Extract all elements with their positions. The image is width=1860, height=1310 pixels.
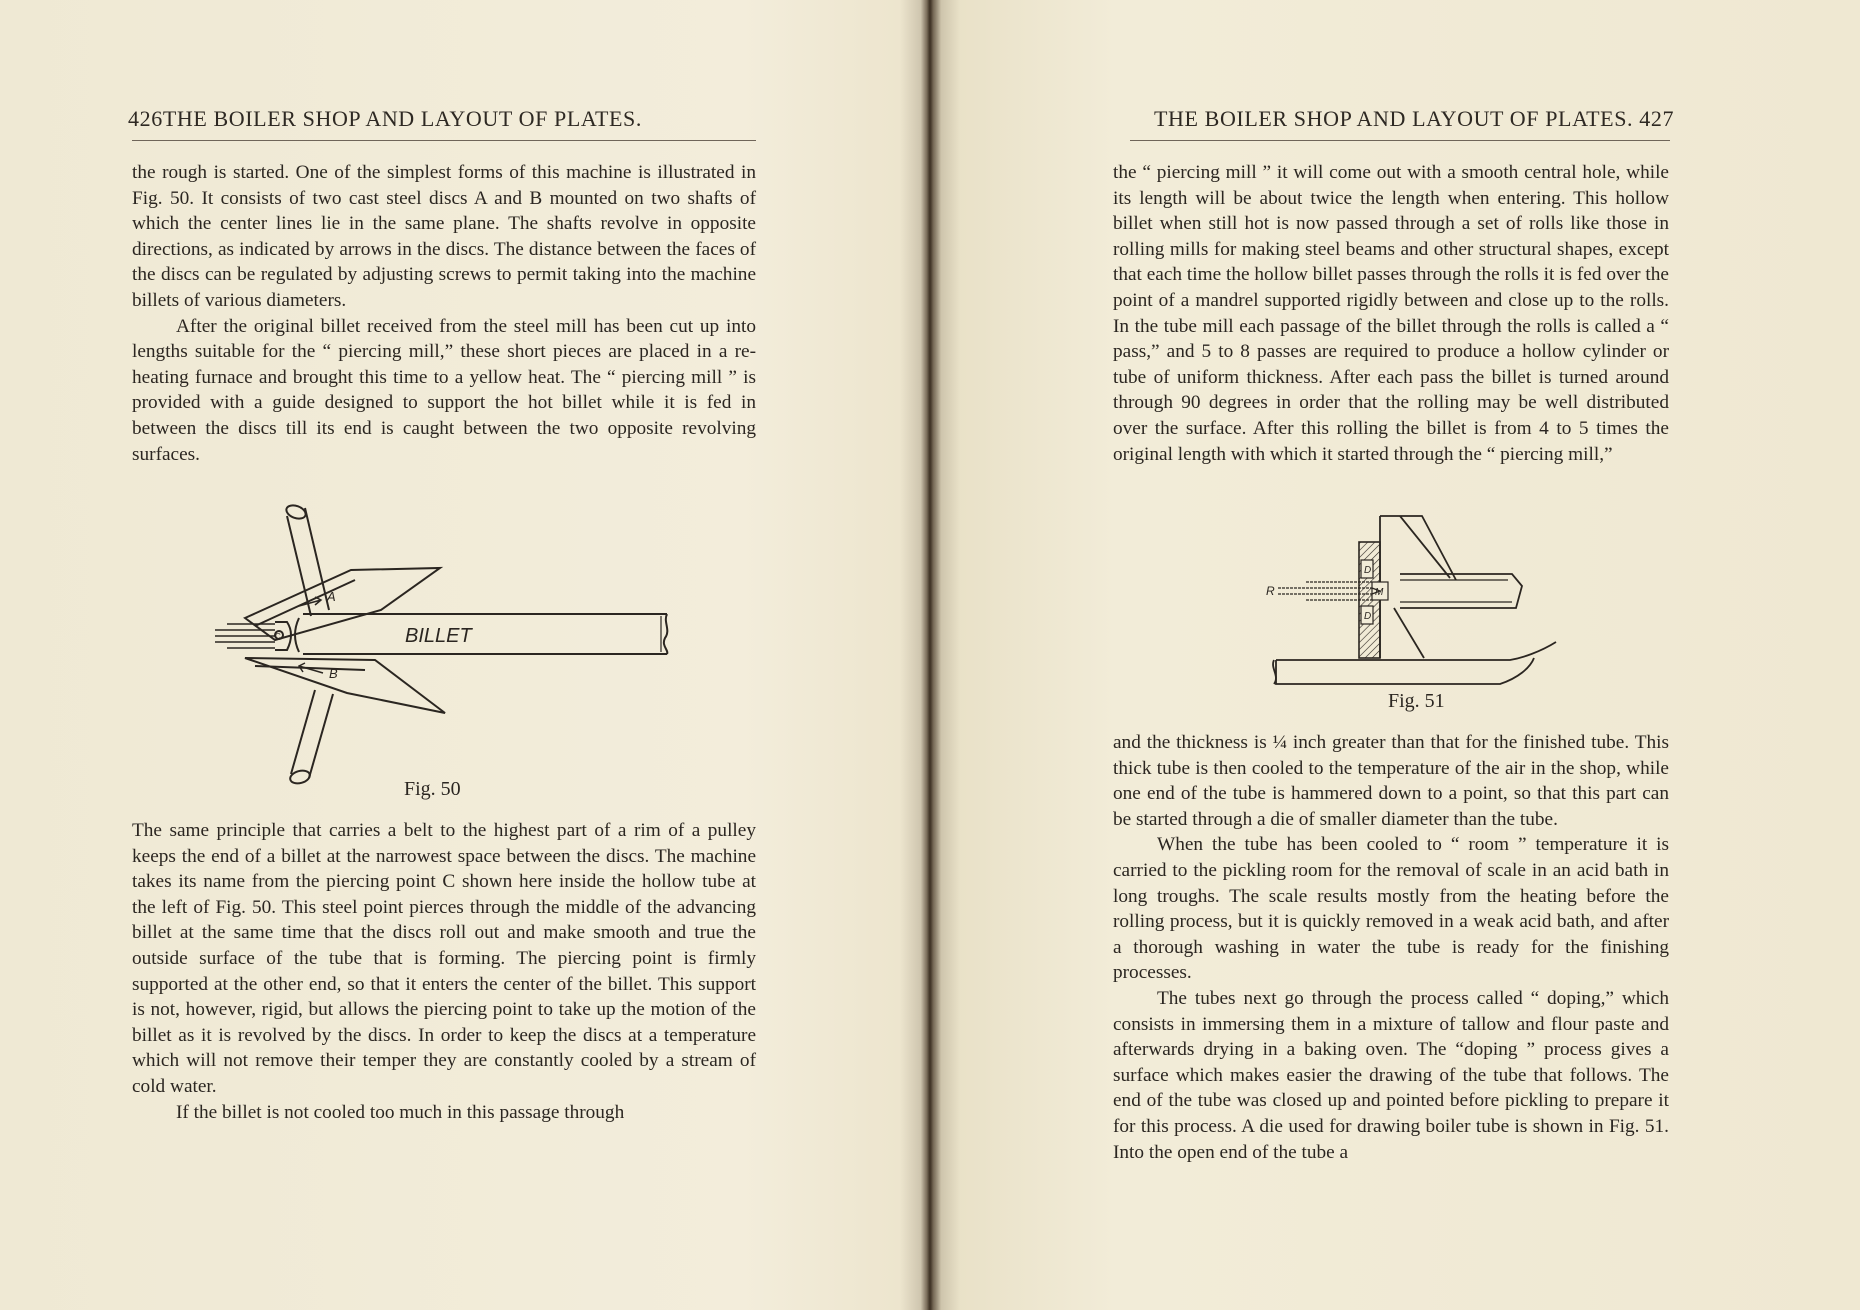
piercing-point-c-label: C: [275, 632, 281, 641]
mandrel-m-label: M: [1375, 587, 1384, 598]
right-body-top: [1113, 160, 1669, 467]
right-page: [930, 0, 1860, 1310]
figure-51-tube-drawing-die-diagram: [1260, 508, 1560, 688]
figure-50-piercing-mill-diagram: [215, 498, 685, 788]
disc-a-label: A: [327, 589, 336, 604]
figure-51-caption: Fig. 51: [1388, 690, 1445, 712]
left-paragraph-2: After the original billet received from the steel mill has been cut up into lengths suitable for the “ piercing mill,” these short pieces are placed in a re-heating furnace and brought this time to a yellow heat. The “ piercing mill ” is provided with a guide designed to support the hot billet while it is fed in between the discs till its end is caught between the two opposite revolving surfaces.: [132, 315, 756, 465]
left-paragraph-1: the rough is started. One of the simplest forms of this machine is illustrated in Fig. 50. It consists of two cast steel discs A and B mounted on two shafts of which the center lines lie in the same plane. The shafts revolve in opposite directions, as indicated by arrows in the discs. The distance between the faces of the discs can be regulated by adjusting screws to permit taking into the machine billets of various diameters.: [132, 162, 756, 311]
right-running-head: [1154, 106, 1674, 132]
left-body-top: [132, 160, 756, 467]
left-paragraph-3: The same principle that carries a belt to the highest part of a rim of a pulley keeps the end of a billet at the narrowest space between the discs. The machine takes its name from the piercing point C shown here inside the hollow tube at the left of Fig. 50. This steel point pierces through the middle of the advancing billet at the same time that the discs roll out and make smooth and true the outside surface of the tube that is forming. The piercing point is firmly supported at the other end, so that it enters the center of the billet. This support is not, however, rigid, but allows the piercing point to take up the motion of the billet as it is revolved by the discs. In order to keep the discs at a temperature which will not remove their temper they are constantly cooled by a stream of cold water.: [132, 820, 756, 1097]
billet-label: BILLET: [405, 625, 472, 647]
right-header-rule: [1130, 140, 1670, 141]
left-header-rule: [132, 140, 756, 141]
left-paragraph-4: If the billet is not cooled too much in this passage through: [176, 1101, 625, 1123]
right-body-bottom: [1113, 730, 1669, 1165]
die-top-d-label: D: [1364, 565, 1372, 576]
right-running-title: THE BOILER SHOP AND LAYOUT OF PLATES.: [1154, 106, 1634, 131]
right-paragraph-3: When the tube has been cooled to “ room ” temperature it is carried to the pickling room for the removal of scale in an acid bath in long troughs. The scale results mostly from the heating before the rolling process, but it is quickly removed in a weak acid bath, and after a thorough washing in water the tube is ready for the finishing processes.: [1113, 834, 1669, 984]
disc-b-label: B: [329, 666, 338, 681]
die-bottom-d-label: D: [1364, 611, 1372, 622]
rod-r-label: R: [1266, 584, 1275, 598]
right-page-number: 427: [1639, 106, 1675, 131]
left-body-bottom: [132, 818, 756, 1125]
right-paragraph-2: and the thickness is ¼ inch greater than that for the finished tube. This thick tube is then cooled to the temperature of the air in the shop, while one end of the tube is hammered down to a point, so that this part can be started through a die of smaller diameter than the tube.: [1113, 732, 1669, 830]
figure-50-caption: Fig. 50: [404, 778, 461, 800]
left-page-number: 426: [128, 106, 163, 131]
right-paragraph-4: The tubes next go through the process called “ doping,” which consists in immersing them in a mixture of tallow and flour paste and afterwards drying in a baking oven. The “doping ” process gives a surface which makes easier the drawing of the tube that follows. The end of the tube was closed up and pointed before pickling to prepare it for this process. A die used for drawing boiler tube is shown in Fig. 51. Into the open end of the tube a: [1113, 987, 1669, 1163]
left-running-head: [128, 106, 642, 132]
left-running-title: THE BOILER SHOP AND LAYOUT OF PLATES.: [162, 106, 642, 131]
right-paragraph-1: the “ piercing mill ” it will come out with a smooth central hole, while its length will be about twice the length when entering. This hollow billet when still hot is now passed through a set of rolls like those in rolling mills for making steel beams and other structural shapes, except that each time the hollow billet passes through the rolls it is fed over the point of a mandrel supported rigidly between and close up to the rolls. In the tube mill each passage of the billet through the rolls is called a “ pass,” and 5 to 8 passes are required to produce a hollow cylinder or tube of uniform thickness. After each pass the billet is turned around through 90 degrees in order that the rolling may be well distributed over the surface. After this rolling the billet is from 4 to 5 times the original length with which it started through the “ piercing mill,”: [1113, 162, 1669, 465]
